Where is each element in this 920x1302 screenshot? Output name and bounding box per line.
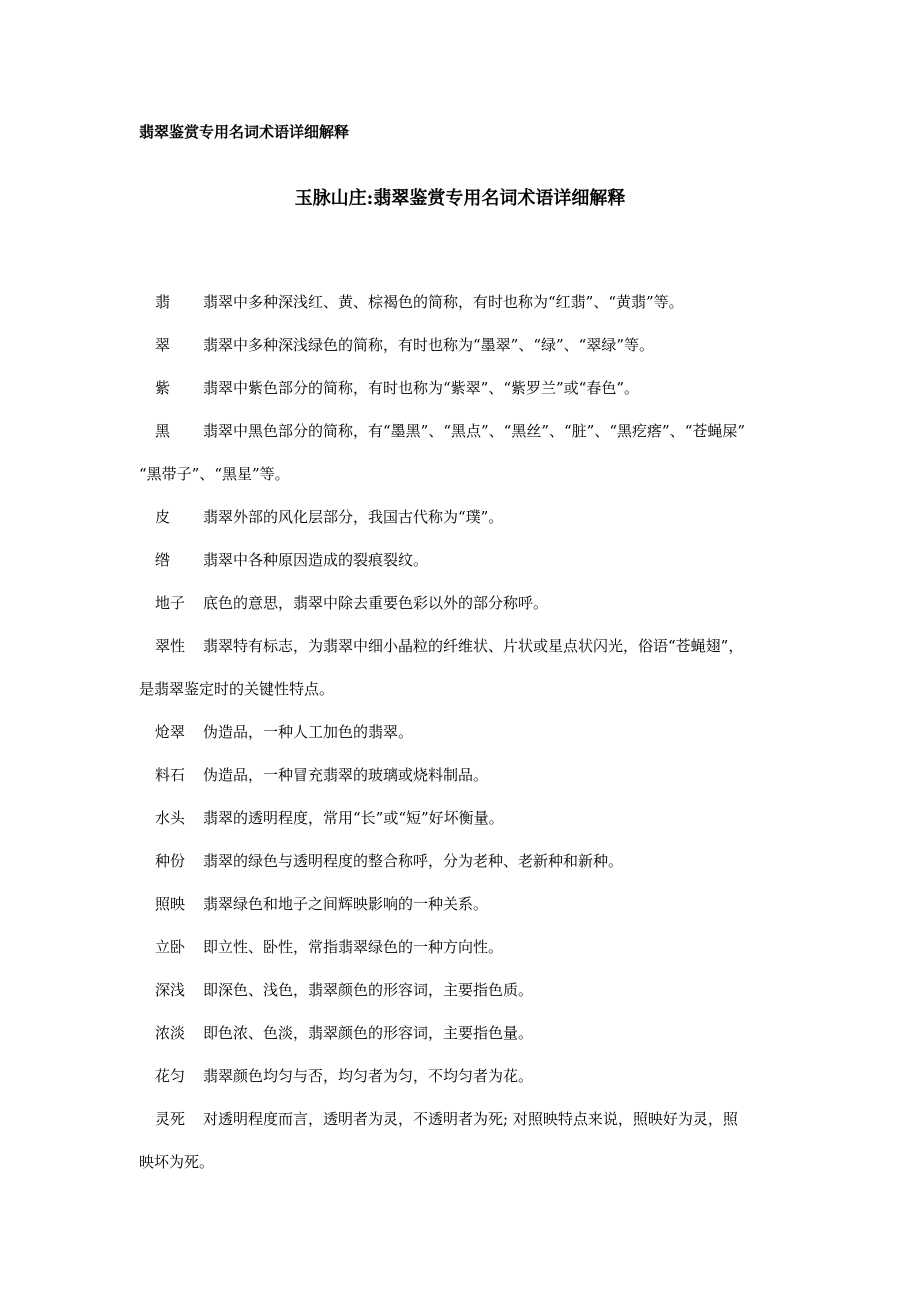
glossary-definition: 即色浓、色淡，翡翠颜色的形容词，主要指色量。 [203,1024,534,1042]
glossary-entry [139,550,784,593]
glossary-definition: 翡翠绿色和地子之间辉映影响的一种关系。 [203,895,489,913]
glossary-term: 种份 [155,852,186,870]
glossary-term: 深浅 [155,981,186,999]
glossary-entry [139,507,784,550]
glossary-entry [139,765,784,808]
glossary-definition: 伪造品，一种人工加色的翡翠。 [203,723,414,741]
glossary-entry [139,808,784,851]
glossary-entry [139,292,784,335]
glossary-entry [139,636,784,722]
glossary-definition: 翡翠的绿色与透明程度的整合称呼，分为老种、老新种和新种。 [203,852,624,870]
glossary-term: 水头 [155,809,186,827]
glossary-entry [139,335,784,378]
glossary-entry [139,593,784,636]
glossary-definition: 底色的意思，翡翠中除去重要色彩以外的部分称呼。 [203,594,549,612]
document-heading: 玉脉山庄:翡翠鉴赏专用名词术语详细解释 [294,188,626,209]
glossary-definition: 翡翠中多种深浅绿色的简称，有时也称为“墨翠”、“绿”、“翠绿”等。 [203,336,655,354]
glossary-definition: 即立性、卧性，常指翡翠绿色的一种方向性。 [203,938,504,956]
glossary-definition: 即深色、浅色，翡翠颜色的形容词，主要指色质。 [203,981,534,999]
glossary-entry [139,937,784,980]
glossary-definition: 翡翠中多种深浅红、黄、棕褐色的简称，有时也称为“红翡”、“黄翡”等。 [203,293,684,311]
glossary-entry [139,894,784,937]
glossary-definition-continued: 是翡翠鉴定时的关键性特点。 [139,680,335,698]
glossary-definition-continued: “黑带子”、“黑星”等。 [139,465,290,483]
glossary-definition: 翡翠中各种原因造成的裂痕裂纹。 [203,551,429,569]
glossary-entry [139,980,784,1023]
glossary-term: 浓淡 [155,1024,186,1042]
glossary-term: 翠性 [155,637,186,655]
glossary-definition: 翡翠中紫色部分的简称，有时也称为“紫翠”、“紫罗兰”或“春色”。 [203,379,640,397]
glossary-definition: 伪造品，一种冒充翡翠的玻璃或烧料制品。 [203,766,489,784]
glossary-term: 黑 [155,422,171,440]
glossary-entry [139,1066,784,1109]
glossary-term: 地子 [155,594,186,612]
glossary-term: 照映 [155,895,186,913]
glossary-term: 翡 [155,293,171,311]
glossary-definition: 对透明程度而言，透明者为灵，不透明者为死; 对照映特点来说，照映好为灵，照 [203,1110,738,1128]
glossary-entry [139,1023,784,1066]
glossary-term: 立卧 [155,938,186,956]
glossary-term: 翠 [155,336,171,354]
glossary-entry [139,421,784,507]
glossary-list [139,292,784,1195]
glossary-definition-continued: 映坏为死。 [139,1153,215,1171]
glossary-definition: 翡翠的透明程度，常用“长”或“短”好坏衡量。 [203,809,504,827]
glossary-definition: 翡翠外部的风化层部分，我国古代称为“璞”。 [203,508,504,526]
glossary-entry [139,722,784,765]
glossary-term: 炝翠 [155,723,186,741]
glossary-entry [139,378,784,421]
glossary-definition: 翡翠中黑色部分的简称，有“墨黑”、“黑点”、“黑丝”、“脏”、“黑疙瘩”、“苍蝇屎” [203,422,746,440]
glossary-definition: 翡翠特有标志，为翡翠中细小晶粒的纤维状、片状或星点状闪光，俗语“苍蝇翅”， [203,637,744,655]
glossary-term: 皮 [155,508,171,526]
glossary-term: 料石 [155,766,186,784]
glossary-definition: 翡翠颜色均匀与否，均匀者为匀，不均匀者为花。 [203,1067,534,1085]
glossary-term: 紫 [155,379,171,397]
glossary-term: 绺 [155,551,171,569]
glossary-entry [139,851,784,894]
glossary-term: 花匀 [155,1067,186,1085]
glossary-term: 灵死 [155,1110,186,1128]
glossary-entry [139,1109,784,1195]
document-title: 翡翠鉴赏专用名词术语详细解释 [139,123,350,141]
